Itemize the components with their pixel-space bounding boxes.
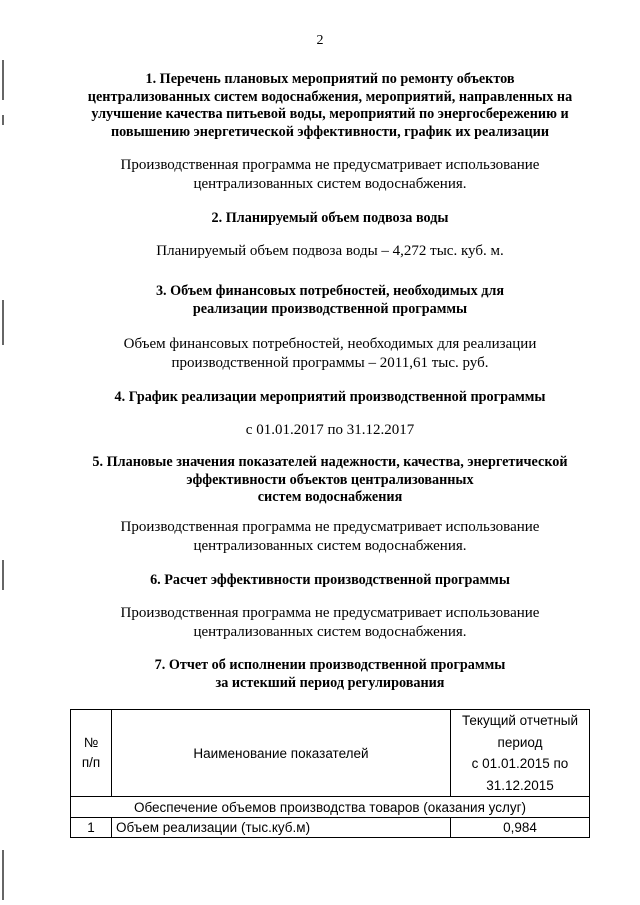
table-header-row <box>71 710 590 797</box>
subheader-cell: Обеспечение объемов производства товаров (оказания услуг) <box>71 797 590 818</box>
row-name-cell: Объем реализации (тыс.куб.м) <box>112 818 451 838</box>
header-period-cell: Текущий отчетный период с 01.01.2015 по 31.12.2015 <box>451 710 590 797</box>
section-3-body: Объем финансовых потребностей, необходимых для реализации производственной программы – 2011,61 тыс. руб. <box>123 336 537 371</box>
section-2-title: 2. Планируемый объем подвоза воды <box>211 210 449 226</box>
scan-edge-marks <box>0 0 6 905</box>
row-number-cell: 1 <box>71 818 112 838</box>
section-5-title: 5. Плановые значения показателей надежности, качества, энергетической эффективности объектов централизованных систем водоснабжения <box>92 454 568 505</box>
page-number: 2 <box>316 33 324 48</box>
report-table <box>70 709 590 838</box>
row-value-cell: 0,984 <box>451 818 590 838</box>
section-7-title: 7. Отчет об исполнении производственной программы за истекший период регулирования <box>154 657 506 691</box>
section-2-body: Планируемый объем подвоза воды – 4,272 тыс. куб. м. <box>156 243 504 259</box>
section-5-body: Производственная программа не предусматривает использование централизованных систем водоснабжения. <box>120 519 540 554</box>
table-subheader-row <box>71 797 590 818</box>
section-6-title: 6. Расчет эффективности производственной программы <box>150 572 510 588</box>
section-4-body: с 01.01.2017 по 31.12.2017 <box>245 422 415 438</box>
section-1-title: 1. Перечень плановых мероприятий по ремонту объектов централизованных систем водоснабжения, мероприятий, направленных на улучшение качества питьевой воды, мероприятий по энергосбережению и повышению энергетической эффективности, график их реализации <box>87 71 573 140</box>
table-row <box>71 818 590 838</box>
header-number-cell: № п/п <box>71 710 112 797</box>
section-4-title: 4. График реализации мероприятий производственной программы <box>114 389 546 405</box>
section-6-body: Производственная программа не предусматривает использование централизованных систем водоснабжения. <box>120 605 540 640</box>
section-1-body: Производственная программа не предусматривает использование централизованных систем водоснабжения. <box>120 157 540 192</box>
header-name-cell: Наименование показателей <box>112 710 451 797</box>
section-3-title: 3. Объем финансовых потребностей, необходимых для реализации производственной программы <box>155 283 505 317</box>
